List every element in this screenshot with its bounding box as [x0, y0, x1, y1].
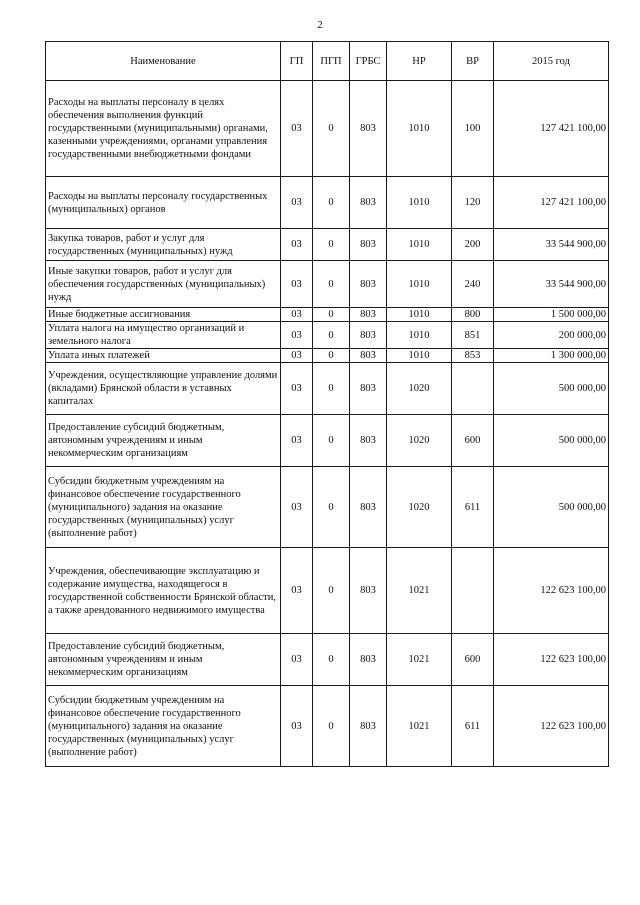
cell-gp: 03	[281, 261, 313, 308]
cell-amount: 127 421 100,00	[494, 81, 609, 177]
cell-grbs: 803	[350, 308, 387, 322]
cell-vr: 200	[452, 229, 494, 261]
cell-name: Иные бюджетные ассигнования	[46, 308, 281, 322]
cell-grbs: 803	[350, 415, 387, 467]
cell-amount: 1 500 000,00	[494, 308, 609, 322]
cell-gp: 03	[281, 81, 313, 177]
header-grbs: ГРБС	[350, 42, 387, 81]
cell-name: Учреждения, осуществляющие управление долями (вкладами) Брянской области в уставных капиталах	[46, 363, 281, 415]
header-pgp: ПГП	[313, 42, 350, 81]
cell-pgp: 0	[313, 177, 350, 229]
cell-nr: 1020	[387, 363, 452, 415]
cell-name: Предоставление субсидий бюджетным, автономным учреждениям и иным некоммерческим организациям	[46, 634, 281, 686]
cell-nr: 1021	[387, 634, 452, 686]
cell-amount: 500 000,00	[494, 363, 609, 415]
cell-gp: 03	[281, 634, 313, 686]
table-row	[46, 548, 609, 634]
cell-amount: 500 000,00	[494, 467, 609, 548]
cell-nr: 1010	[387, 322, 452, 349]
cell-name: Расходы на выплаты персоналу государственных (муниципальных) органов	[46, 177, 281, 229]
cell-amount: 500 000,00	[494, 415, 609, 467]
cell-pgp: 0	[313, 467, 350, 548]
cell-grbs: 803	[350, 322, 387, 349]
cell-grbs: 803	[350, 467, 387, 548]
table-row	[46, 349, 609, 363]
table-body	[46, 81, 609, 767]
cell-name: Уплата иных платежей	[46, 349, 281, 363]
cell-pgp: 0	[313, 322, 350, 349]
cell-nr: 1020	[387, 415, 452, 467]
cell-pgp: 0	[313, 308, 350, 322]
cell-name: Учреждения, обеспечивающие эксплуатацию и содержание имущества, находящегося в государственной собственности Брянской области, а также арендованного недвижимого имущества	[46, 548, 281, 634]
cell-amount: 33 544 900,00	[494, 229, 609, 261]
cell-pgp: 0	[313, 229, 350, 261]
cell-name: Расходы на выплаты персоналу в целях обеспечения выполнения функций государственными (муниципальными) органами, казенными учреждениями, органами управления государственными внебюджетными фондами	[46, 81, 281, 177]
table-row	[46, 177, 609, 229]
cell-gp: 03	[281, 229, 313, 261]
cell-gp: 03	[281, 322, 313, 349]
table-row	[46, 308, 609, 322]
cell-nr: 1010	[387, 308, 452, 322]
cell-amount: 122 623 100,00	[494, 548, 609, 634]
cell-vr: 800	[452, 308, 494, 322]
cell-vr: 611	[452, 686, 494, 767]
table-row	[46, 363, 609, 415]
cell-vr: 611	[452, 467, 494, 548]
table-row	[46, 686, 609, 767]
cell-vr	[452, 548, 494, 634]
cell-grbs: 803	[350, 634, 387, 686]
cell-name: Субсидии бюджетным учреждениям на финансовое обеспечение государственного (муниципального) задания на оказание государственных (муниципальных) услуг (выполнение работ)	[46, 686, 281, 767]
cell-grbs: 803	[350, 229, 387, 261]
cell-pgp: 0	[313, 634, 350, 686]
table-row	[46, 81, 609, 177]
cell-amount: 1 300 000,00	[494, 349, 609, 363]
cell-pgp: 0	[313, 261, 350, 308]
cell-nr: 1021	[387, 686, 452, 767]
cell-gp: 03	[281, 363, 313, 415]
cell-name: Закупка товаров, работ и услуг для государственных (муниципальных) нужд	[46, 229, 281, 261]
header-name: Наименование	[46, 42, 281, 81]
cell-nr: 1010	[387, 177, 452, 229]
cell-vr: 120	[452, 177, 494, 229]
header-gp: ГП	[281, 42, 313, 81]
cell-gp: 03	[281, 308, 313, 322]
cell-vr: 600	[452, 634, 494, 686]
cell-name: Иные закупки товаров, работ и услуг для обеспечения государственных (муниципальных) нужд	[46, 261, 281, 308]
cell-vr: 600	[452, 415, 494, 467]
cell-gp: 03	[281, 686, 313, 767]
cell-grbs: 803	[350, 261, 387, 308]
cell-grbs: 803	[350, 363, 387, 415]
cell-vr: 100	[452, 81, 494, 177]
table-row	[46, 467, 609, 548]
cell-pgp: 0	[313, 686, 350, 767]
cell-amount: 122 623 100,00	[494, 634, 609, 686]
table-row	[46, 634, 609, 686]
cell-name: Предоставление субсидий бюджетным, автономным учреждениям и иным некоммерческим организациям	[46, 415, 281, 467]
cell-amount: 127 421 100,00	[494, 177, 609, 229]
header-vr: ВР	[452, 42, 494, 81]
cell-gp: 03	[281, 349, 313, 363]
table-row	[46, 322, 609, 349]
cell-amount: 33 544 900,00	[494, 261, 609, 308]
cell-vr: 240	[452, 261, 494, 308]
table-header-row	[46, 42, 609, 81]
cell-vr: 851	[452, 322, 494, 349]
cell-nr: 1010	[387, 349, 452, 363]
cell-gp: 03	[281, 548, 313, 634]
cell-nr: 1020	[387, 467, 452, 548]
budget-table	[45, 41, 609, 767]
cell-nr: 1010	[387, 81, 452, 177]
cell-gp: 03	[281, 415, 313, 467]
cell-pgp: 0	[313, 349, 350, 363]
cell-grbs: 803	[350, 548, 387, 634]
cell-nr: 1010	[387, 229, 452, 261]
cell-grbs: 803	[350, 81, 387, 177]
cell-pgp: 0	[313, 548, 350, 634]
table-row	[46, 261, 609, 308]
cell-vr: 853	[452, 349, 494, 363]
cell-gp: 03	[281, 177, 313, 229]
cell-gp: 03	[281, 467, 313, 548]
cell-nr: 1021	[387, 548, 452, 634]
cell-pgp: 0	[313, 415, 350, 467]
cell-pgp: 0	[313, 81, 350, 177]
cell-vr	[452, 363, 494, 415]
cell-pgp: 0	[313, 363, 350, 415]
table-row	[46, 229, 609, 261]
cell-grbs: 803	[350, 686, 387, 767]
page-number: 2	[317, 19, 323, 31]
cell-amount: 122 623 100,00	[494, 686, 609, 767]
cell-name: Субсидии бюджетным учреждениям на финансовое обеспечение государственного (муниципального) задания на оказание государственных (муниципальных) услуг (выполнение работ)	[46, 467, 281, 548]
cell-nr: 1010	[387, 261, 452, 308]
cell-grbs: 803	[350, 349, 387, 363]
cell-amount: 200 000,00	[494, 322, 609, 349]
cell-name: Уплата налога на имущество организаций и земельного налога	[46, 322, 281, 349]
table-row	[46, 415, 609, 467]
header-year: 2015 год	[494, 42, 609, 81]
header-nr: НР	[387, 42, 452, 81]
cell-grbs: 803	[350, 177, 387, 229]
